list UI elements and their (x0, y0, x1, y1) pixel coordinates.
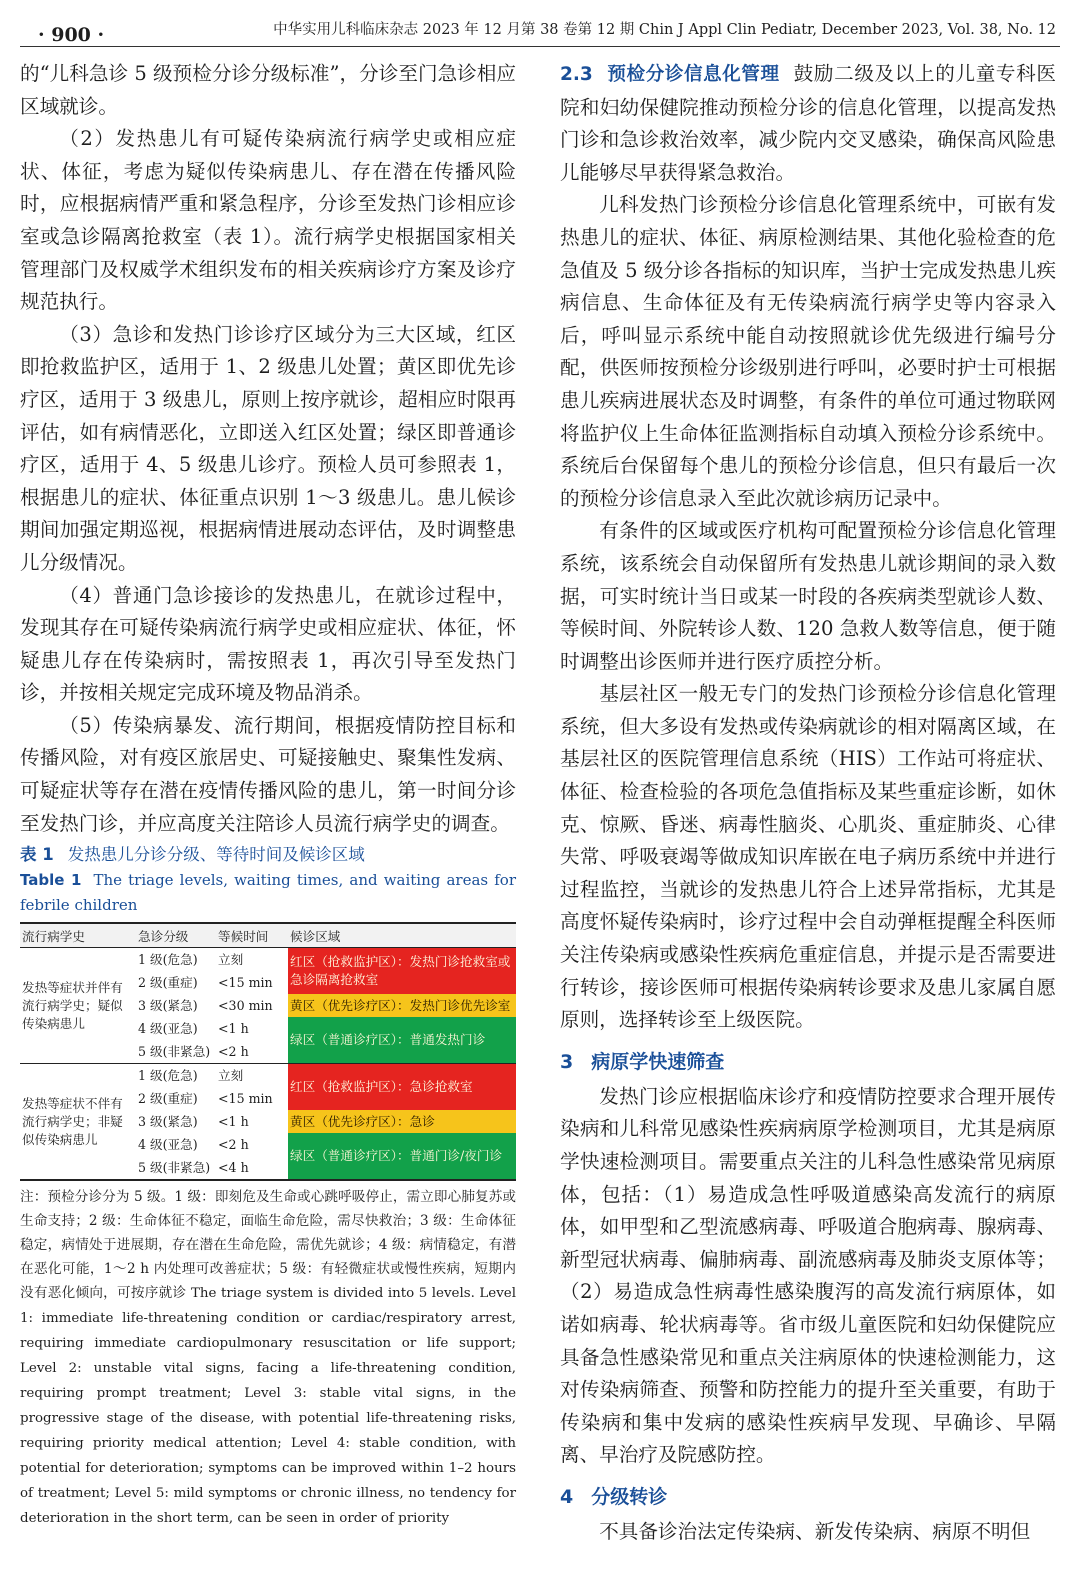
table-row (20, 1064, 516, 1088)
paragraph: 有条件的区域或医疗机构可配置预检分诊信息化管理系统，该系统会自动保留所有发热患儿就诊期间的录入数据，可实时统计当日或某一时段的各疾病类型就诊人数、等候时间、外院转诊人数、120 急救人数等信息，便于随时调整出诊医师并进行医疗质控分析。 (560, 519, 1056, 673)
level-cell: 3 级(紧急) (138, 997, 198, 1013)
running-header (20, 14, 1060, 46)
page-number: · 900 · (38, 24, 105, 46)
wait-cell: <30 min (218, 997, 273, 1013)
table-caption-en (20, 868, 516, 918)
header-wait: 等候时间 (216, 923, 288, 948)
header-history: 流行病学史 (20, 923, 136, 948)
table-header-row (20, 923, 516, 948)
section-title: 分级转诊 (591, 1485, 668, 1508)
level-cell: 4 级(亚急) (138, 1020, 198, 1036)
wait-cell: <1 h (218, 1113, 249, 1129)
table-label-en: Table 1 (20, 871, 82, 890)
journal-info: 中华实用儿科临床杂志 2023 年 12 月第 38 卷第 12 期 Chin J Appl Clin Pediatr, December 2023, Vol. 38, No. 12 (273, 22, 1056, 38)
wait-cell: <4 h (218, 1159, 249, 1175)
wait-cell: <2 h (218, 1043, 249, 1059)
section-number: 4 (560, 1485, 574, 1508)
header-level: 急诊分级 (136, 923, 216, 948)
header-area: 候诊区域 (288, 923, 516, 948)
wait-cell: <2 h (218, 1136, 249, 1152)
table-note-en: The triage system is divided into 5 levels. Level 1: immediate life-threatening condition or cardiac/respiratory arrest, requiring immediate cardiopulmonary resuscitation or life support; Level 2: unstable vital signs, facing a life-threatening condition, requiring prompt treatment; Level 3: stable vital signs, in the progressive stage of the disease, with potential life-threatening risks, requiring priority medical attention; Level 4: stable condition, with potential for deterioration; symptoms can be improved within 1–2 hours of treatment; Level 5: mild symptoms or chronic illness, no tendency for deterioration in the short term, can be seen in order of priority (20, 1286, 516, 1527)
section-2-3-paragraph (560, 58, 1056, 189)
level-cell: 2 级(重症) (138, 974, 198, 990)
triage-table (20, 922, 516, 1181)
wait-cell: <15 min (218, 974, 273, 990)
level-cell: 1 级(危急) (136, 948, 216, 972)
paragraph: 不具备诊治法定传染病、新发传染病、病原不明但 (599, 1519, 1031, 1543)
wait-cell: <1 h (218, 1020, 249, 1036)
level-cell: 3 级(紧急) (138, 1113, 198, 1129)
history-cell: 发热等症状不伴有流行病学史；非疑似传染病患儿 (20, 1064, 136, 1181)
paragraph: 儿科发热门诊预检分诊信息化管理系统中，可嵌有发热患儿的症状、体征、病原检测结果、其他化验检查的危急值及 5 级分诊各指标的知识库，当护士完成发热患儿疾病信息、生命体征及有无传染病流行病学史等内容录入后，呼叫显示系统中能自动按照就诊优先级进行编号分配，供医师按预检分诊级别进行呼叫，必要时护士可根据患儿疾病进展状态及时调整，有条件的单位可通过物联网将监护仪上生命体征监测指标自动填入预检分诊系统中。系统后台保留每个患儿的预检分诊信息，但只有最后一次的预检分诊信息录入至此次就诊病历记录中。 (560, 193, 1056, 510)
wait-cell: 立刻 (216, 948, 288, 972)
level-cell: 5 级(非紧急) (138, 1159, 211, 1175)
header-rule (20, 46, 1060, 47)
paragraph: （3）急诊和发热门诊诊疗区域分为三大区域，红区即抢救监护区，适用于 1、2 级患儿处置；黄区即优先诊疗区，适用于 3 级患儿，原则上按序就诊，超相应时限再评估，如有病情恶化，立即送入红区处置；绿区即普通诊疗区，适用于 4、5 级患儿诊疗。预检人员可参照表 1，根据患儿的症状、体征重点识别 1～3 级患儿。患儿候诊期间加强定期巡视，根据病情进展动态评估，及时调整患儿分级情况。 (20, 322, 516, 574)
red-area-cell: 红区（抢救监护区）：发热门诊抢救室或急诊隔离抢救室 (288, 948, 516, 995)
level-cell: 1 级(危急) (136, 1064, 216, 1088)
paragraph: （5）传染病暴发、流行期间，根据疫情防控目标和传播风险，对有疫区旅居史、可疑接触史、聚集性发病、可疑症状等存在潜在疫情传播风险的患儿，第一时间分诊至发热门诊，并应高度关注陪诊人员流行病学史的调查。 (20, 713, 516, 835)
level-cell: 4 级(亚急) (138, 1136, 198, 1152)
table-label-zh: 表 1 (20, 845, 54, 865)
yellow-area-cell: 黄区（优先诊疗区）：急诊 (288, 1110, 516, 1133)
section-title: 病原学快速筛查 (591, 1050, 725, 1073)
table-caption-zh (20, 842, 516, 868)
wait-cell: 立刻 (216, 1064, 288, 1088)
wait-cell: <15 min (218, 1090, 273, 1106)
green-area-cell: 绿区（普通诊疗区）：普通发热门诊 (288, 1017, 516, 1064)
paragraph-text: 鼓励二级及以上的儿童专科医院和妇幼保健院推动预检分诊的信息化管理，以提高发热门诊和急诊救治效率，减少院内交叉感染，确保高风险患儿能够尽早获得紧急救治。 (560, 62, 1056, 184)
table-row (20, 948, 516, 972)
table-note-zh: 注：预检分诊分为 5 级。1 级：即刻危及生命或心跳呼吸停止，需立即心肺复苏或生命支持；2 级：生命体征不稳定，面临生命危险，需尽快救治；3 级：生命体征稳定，病情处于进展期，存在潜在生命危险，需优先就诊；4 级：病情稳定，有潜在恶化可能，1～2 h 内处理可改善症状；5 级：有轻微症状或慢性疾病，短期内没有恶化倾向，可按序就诊 (20, 1189, 516, 1302)
left-column (20, 58, 516, 1531)
section-number: 3 (560, 1050, 574, 1073)
section-title: 预检分诊信息化管理 (606, 64, 780, 85)
red-area-cell: 红区（抢救监护区）：急诊抢救室 (288, 1064, 516, 1111)
right-column (560, 58, 1056, 1549)
table-title-zh: 发热患儿分诊分级、等待时间及候诊区域 (67, 845, 365, 865)
paragraph: 发热门诊应根据临床诊疗和疫情防控要求合理开展传染病和儿科常见感染性疾病病原学检测项目，尤其是病原学快速检测项目。需要重点关注的儿科急性感染常见病原体，包括：（1）易造成急性呼吸道感染高发流行的病原体，如甲型和乙型流感病毒、呼吸道合胞病毒、腺病毒、新型冠状病毒、偏肺病毒、副流感病毒及肺炎支原体等；（2）易造成急性病毒性感染腹泻的高发流行病原体，如诺如病毒、轮状病毒等。省市级儿童医院和妇幼保健院应具备急性感染常见和重点关注病原体的快速检测能力，这对传染病筛查、预警和防控能力的提升至关重要，有助于传染病和集中发病的感染性疾病早发现、早确诊、早隔离、早治疗及院感防控。 (560, 1084, 1056, 1467)
table-note (20, 1185, 516, 1531)
section-3-heading (560, 1047, 1056, 1077)
section-4-heading (560, 1482, 1056, 1512)
yellow-area-cell: 黄区（优先诊疗区）：发热门诊优先诊室 (288, 994, 516, 1017)
paragraph: 基层社区一般无专门的发热门诊预检分诊信息化管理系统，但大多设有发热或传染病就诊的相对隔离区域，在基层社区的医院管理信息系统（HIS）工作站可将症状、体征、检查检验的各项危急值指标及某些重症诊断，如休克、惊厥、昏迷、病毒性脑炎、心肌炎、重症肺炎、心律失常、呼吸衰竭等做成知识库嵌在电子病历系统中并进行过程监控，当就诊的发热患儿符合上述异常指标，尤其是高度怀疑传染病时，诊疗过程中会自动弹框提醒全科医师关注传染病或感染性疾病危重症信息，并提示是否需要进行转诊，接诊医师可根据传染病转诊要求及患儿家属自愿原则，选择转诊至上级医院。 (560, 682, 1056, 1032)
level-cell: 5 级(非紧急) (138, 1043, 211, 1059)
paragraph: （4）普通门急诊接诊的发热患儿，在就诊过程中，发现其存在可疑传染病流行病学史或相应症状、体征，怀疑患儿存在传染病时，需按照表 1，再次引导至发热门诊，并按相关规定完成环境及物品消杀。 (20, 583, 516, 705)
history-cell: 发热等症状并伴有流行病学史；疑似传染病患儿 (20, 948, 136, 1064)
green-area-cell: 绿区（普通诊疗区）：普通门诊/夜门诊 (288, 1133, 516, 1180)
paragraph: （2）发热患儿有可疑传染病流行病学史或相应症状、体征，考虑为疑似传染病患儿、存在潜在传播风险时，应根据病情严重和紧急程序，分诊至发热门诊相应诊室或急诊隔离抢救室（表 1）。流行病学史根据国家相关管理部门及权威学术组织发布的相关疾病诊疗方案及诊疗规范执行。 (20, 127, 516, 314)
section-number: 2.3 (560, 64, 593, 85)
table-title-en: The triage levels, waiting times, and waiting areas for febrile children (20, 871, 516, 915)
paragraph: 的“儿科急诊 5 级预检分诊分级标准”，分诊至门急诊相应区域就诊。 (20, 62, 516, 118)
level-cell: 2 级(重症) (138, 1090, 198, 1106)
